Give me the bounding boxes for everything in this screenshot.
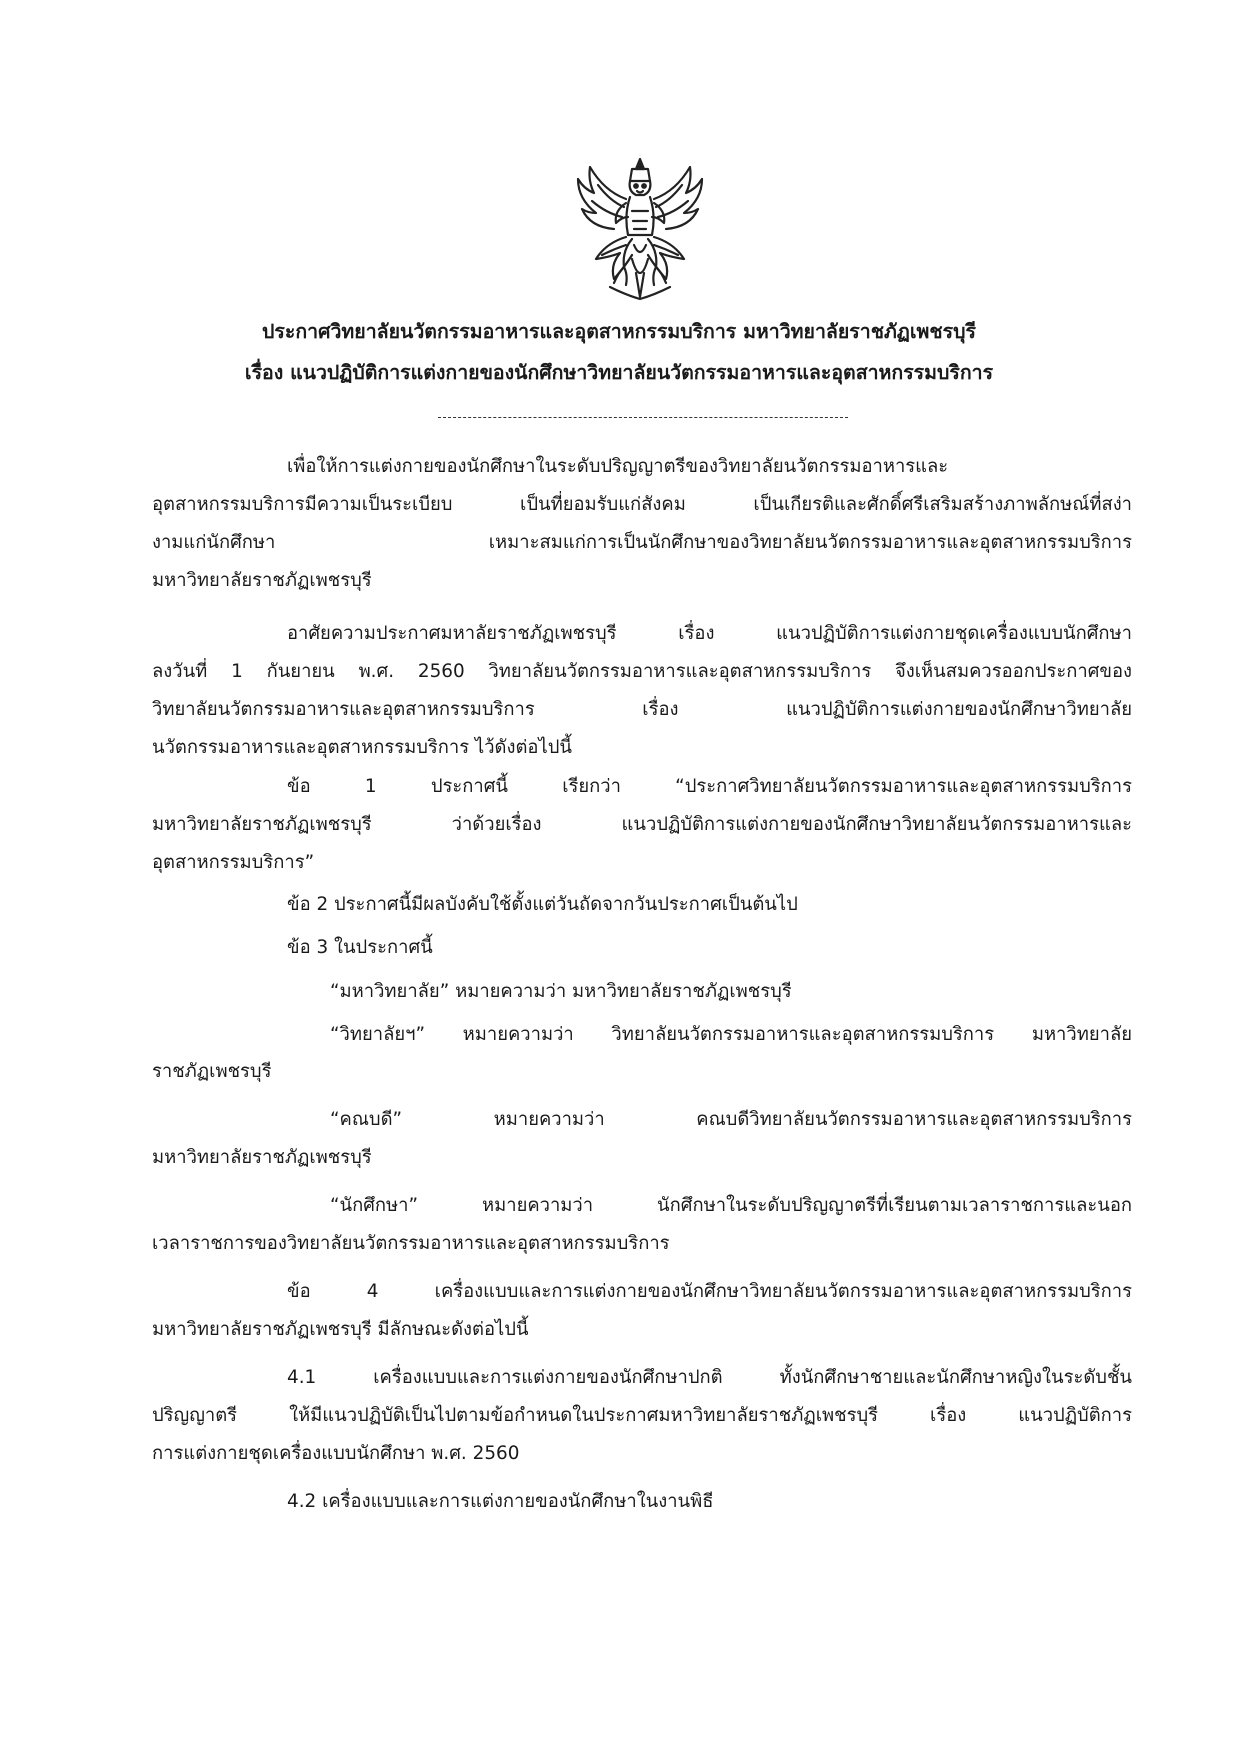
definition-line: ราชภัฏเพชรบุรี [152, 1061, 272, 1082]
clause-3-line: ข้อ 3 ในประกาศนี้ [287, 937, 433, 958]
paragraph-line: นวัตกรรมอาหารและอุตสาหกรรมบริการ ไว้ดังต่อไปนี้ [152, 737, 572, 758]
header-divider [438, 417, 848, 418]
clause-4-1-line: การแต่งกายชุดเครื่องแบบนักศึกษา พ.ศ. 2560 [152, 1443, 520, 1464]
paragraph-line: มหาวิทยาลัยราชภัฏเพชรบุรี [152, 570, 372, 591]
clause-1-line: ข้อ 1 ประกาศนี้ เรียกว่า “ประกาศวิทยาลัยนวัตกรรมอาหารและอุตสาหกรรมบริการ [287, 776, 1132, 797]
announcement-subject: เรื่อง แนวปฏิบัติการแต่งกายของนักศึกษาวิทยาลัยนวัตกรรมอาหารและอุตสาหกรรมบริการ [244, 361, 994, 384]
clause-4-line: ข้อ 4 เครื่องแบบและการแต่งกายของนักศึกษาวิทยาลัยนวัตกรรมอาหารและอุตสาหกรรมบริการ [287, 1281, 1132, 1302]
announcement-title: ประกาศวิทยาลัยนวัตกรรมอาหารและอุตสาหกรรมบริการ มหาวิทยาลัยราชภัฏเพชรบุรี [262, 320, 976, 343]
definition-line: “วิทยาลัยฯ” หมายความว่า วิทยาลัยนวัตกรรมอาหารและอุตสาหกรรมบริการ มหาวิทยาลัย [330, 1024, 1132, 1045]
definition-line: เวลาราชการของวิทยาลัยนวัตกรรมอาหารและอุตสาหกรรมบริการ [152, 1233, 670, 1254]
definition-line: “คณบดี” หมายความว่า คณบดีวิทยาลัยนวัตกรรมอาหารและอุตสาหกรรมบริการ [330, 1109, 1132, 1130]
clause-4-1-line: 4.1 เครื่องแบบและการแต่งกายของนักศึกษาปกติ ทั้งนักศึกษาชายและนักศึกษาหญิงในระดับชั้น [287, 1367, 1132, 1388]
paragraph-line: งามแก่นักศึกษา เหมาะสมแก่การเป็นนักศึกษาของวิทยาลัยนวัตกรรมอาหารและอุตสาหกรรมบริการ [152, 532, 1132, 553]
paragraph-line: ลงวันที่ 1 กันยายน พ.ศ. 2560 วิทยาลัยนวัตกรรมอาหารและอุตสาหกรรมบริการ จึงเห็นสมควรออกประกาศของ [152, 661, 1132, 682]
garuda-emblem-icon [570, 155, 710, 305]
clause-4-1-line: ปริญญาตรี ให้มีแนวปฏิบัติเป็นไปตามข้อกำหนดในประกาศมหาวิทยาลัยราชภัฏเพชรบุรี เรื่อง แนวปฏิบัติการ [152, 1405, 1132, 1426]
clause-2-line: ข้อ 2 ประกาศนี้มีผลบังคับใช้ตั้งแต่วันถัดจากวันประกาศเป็นต้นไป [287, 894, 798, 915]
paragraph-line: เพื่อให้การแต่งกายของนักศึกษาในระดับปริญญาตรีของวิทยาลัยนวัตกรรมอาหารและ [287, 456, 949, 477]
paragraph-line: อาศัยความประกาศมหาลัยราชภัฏเพชรบุรี เรื่อง แนวปฏิบัติการแต่งกายชุดเครื่องแบบนักศึกษา [287, 623, 1132, 644]
definition-line: “นักศึกษา” หมายความว่า นักศึกษาในระดับปริญญาตรีที่เรียนตามเวลาราชการและนอก [330, 1195, 1132, 1216]
definition-line: มหาวิทยาลัยราชภัฏเพชรบุรี [152, 1147, 372, 1168]
clause-4-line: มหาวิทยาลัยราชภัฏเพชรบุรี มีลักษณะดังต่อไปนี้ [152, 1319, 529, 1340]
paragraph-line: วิทยาลัยนวัตกรรมอาหารและอุตสาหกรรมบริการ เรื่อง แนวปฏิบัติการแต่งกายของนักศึกษาวิทยาลัย [152, 699, 1132, 720]
definition-line: “มหาวิทยาลัย” หมายความว่า มหาวิทยาลัยราชภัฏเพชรบุรี [330, 981, 792, 1002]
clause-1-line: อุตสาหกรรมบริการ” [152, 852, 315, 873]
paragraph-line: อุตสาหกรรมบริการมีความเป็นระเบียบ เป็นที่ยอมรับแก่สังคม เป็นเกียรติและศักดิ์ศรีเสริมสร้างภาพลักษณ์ที่สง่า [152, 494, 1132, 515]
clause-4-2-line: 4.2 เครื่องแบบและการแต่งกายของนักศึกษาในงานพิธี [287, 1491, 714, 1512]
clause-1-line: มหาวิทยาลัยราชภัฏเพชรบุรี ว่าด้วยเรื่อง แนวปฏิบัติการแต่งกายของนักศึกษาวิทยาลัยนวัตกรรมอาหารและ [152, 814, 1132, 835]
